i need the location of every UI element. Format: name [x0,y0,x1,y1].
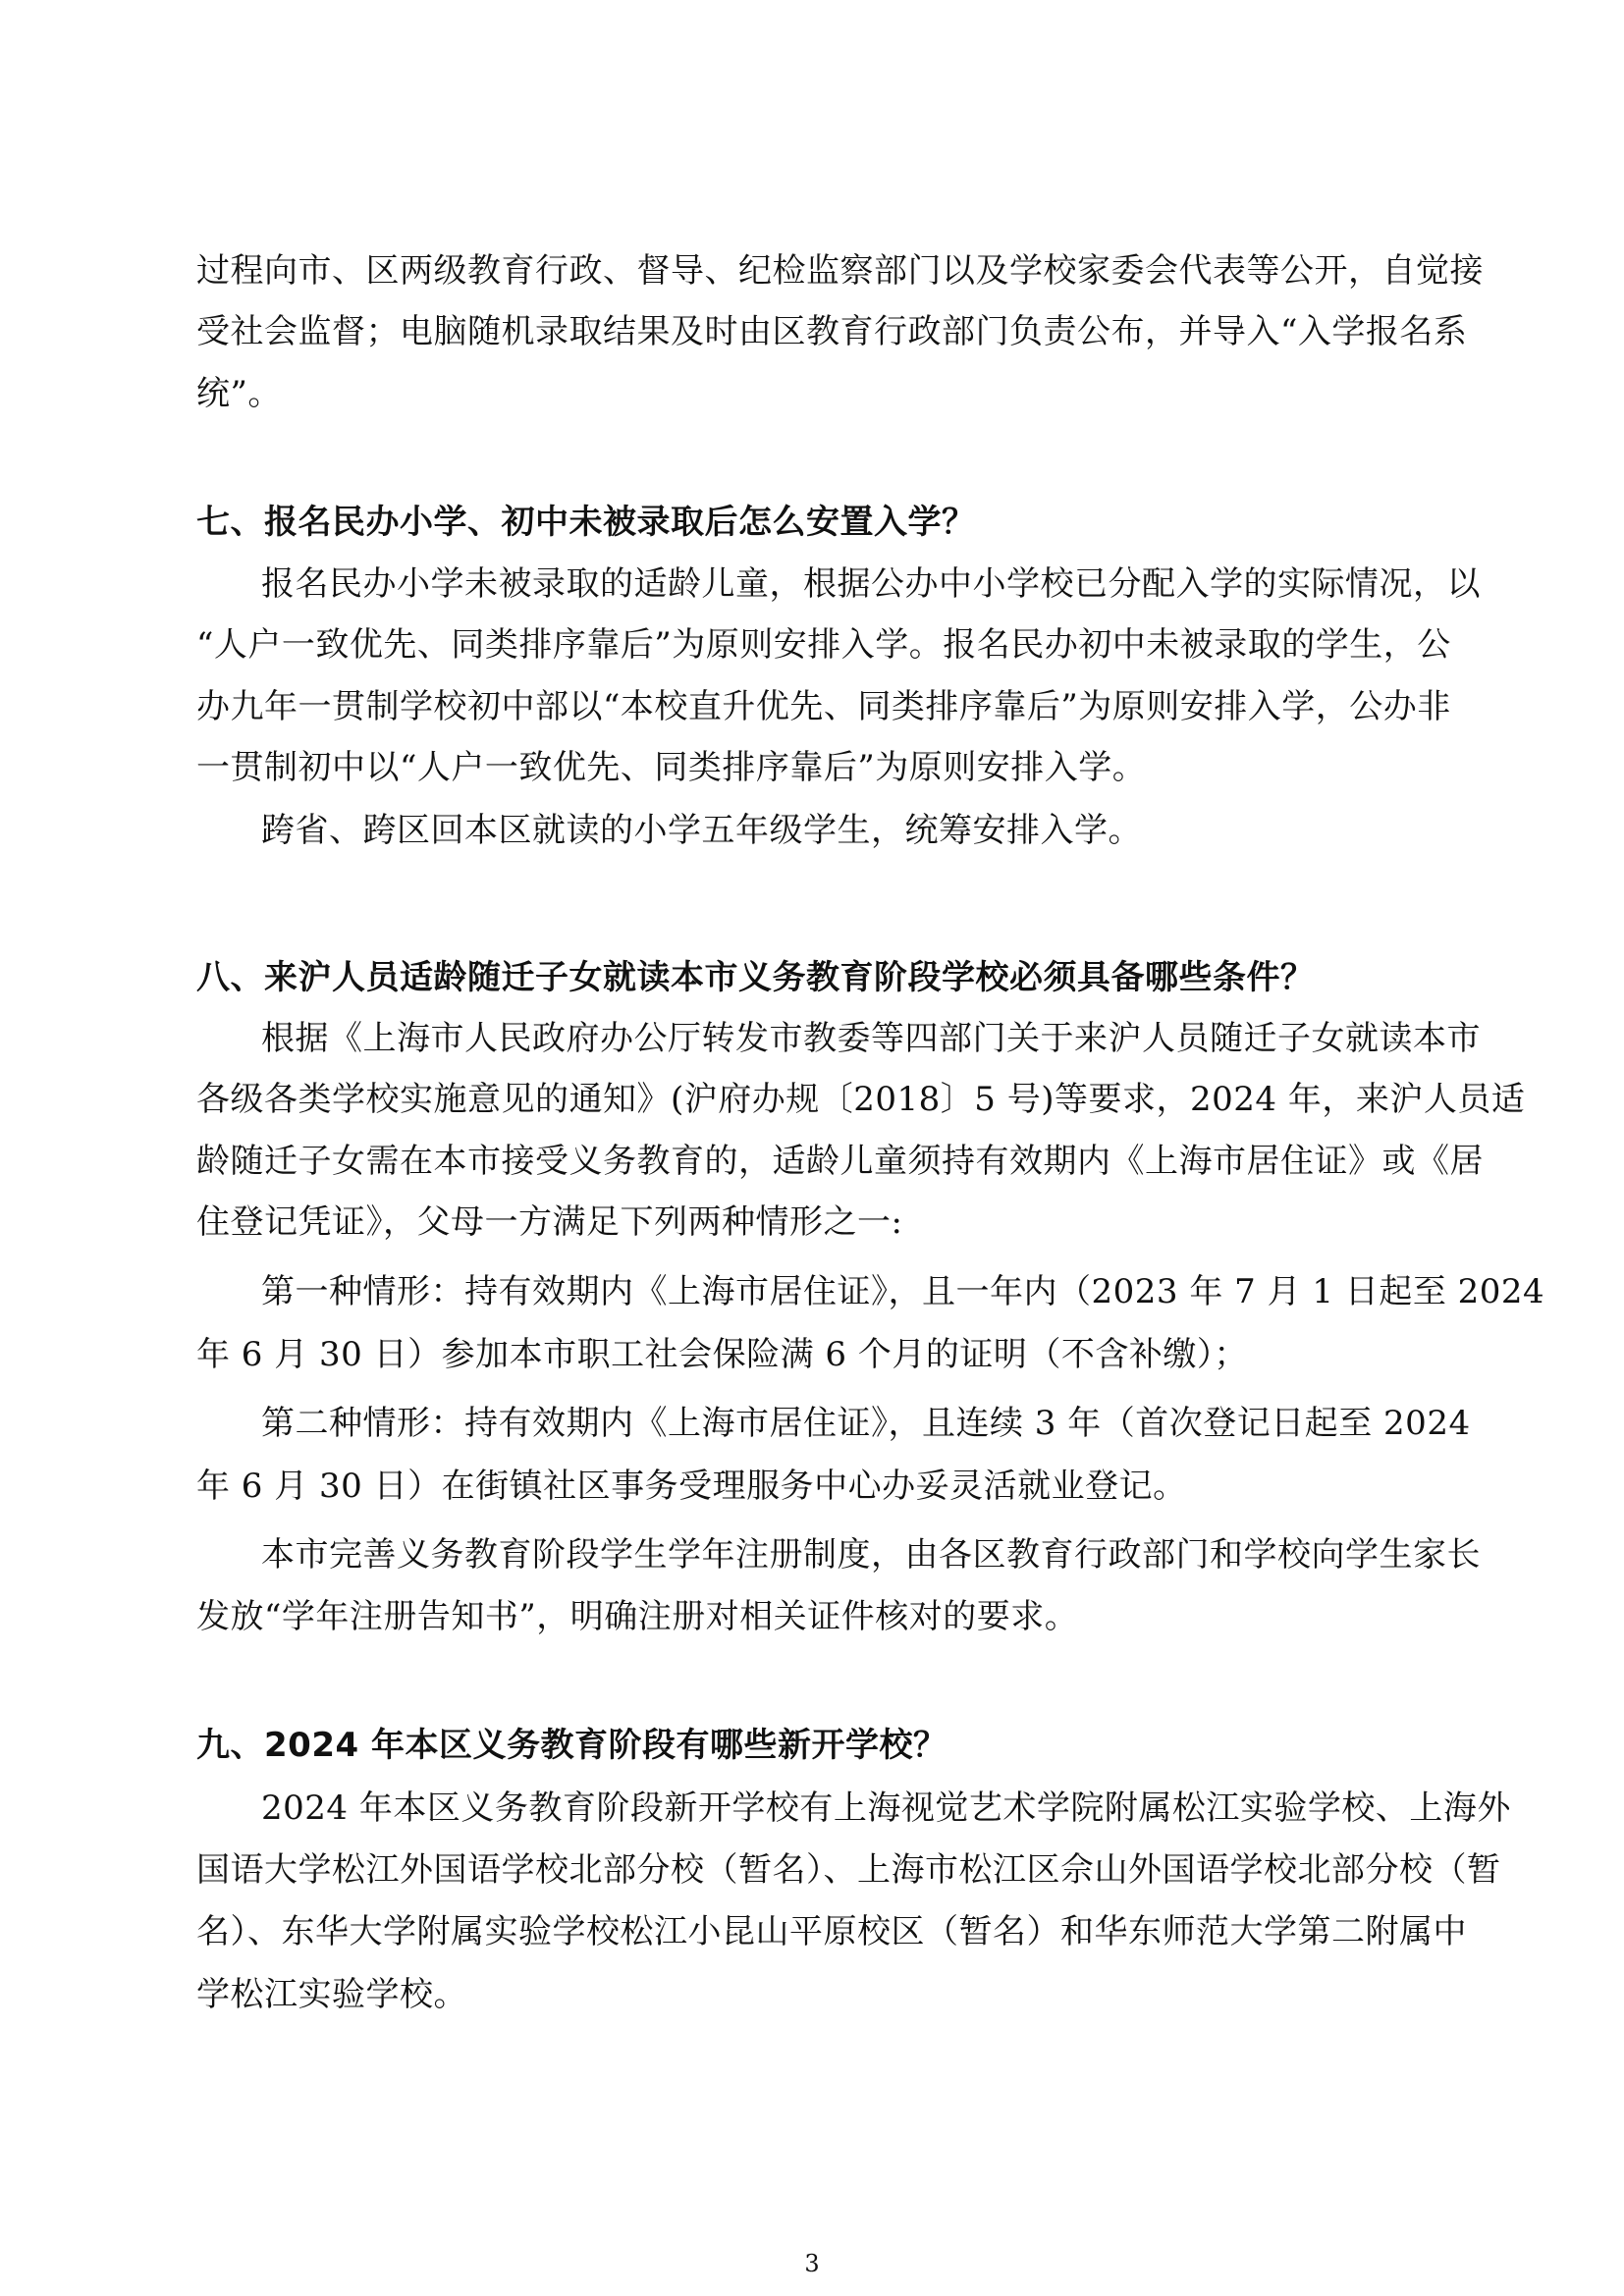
section-7-paragraph-line: 报名民办小学未被录取的适龄儿童，根据公办中小学校已分配入学的实际情况，以 [261,564,1481,604]
section-8-paragraph-line: 根据《上海市人民政府办公厅转发市教委等四部门关于来沪人员随迁子女就读本市 [261,1019,1481,1058]
section-8-paragraph-line: 龄随迁子女需在本市接受义务教育的，适龄儿童须持有效期内《上海市居住证》或《居 [196,1142,1484,1181]
section-9-heading: 九、2024 年本区义务教育阶段有哪些新开学校？ [196,1726,947,1765]
intro-line-1: 过程向市、区两级教育行政、督导、纪检监察部门以及学校家委会代表等公开，自觉接 [196,251,1484,291]
intro-line-3: 统”。 [196,374,282,413]
section-7-heading: 七、报名民办小学、初中未被录取后怎么安置入学？ [196,503,976,542]
section-7-paragraph-line: “人户一致优先、同类排序靠后”为原则安排入学。报名民办初中未被录取的学生，公 [196,625,1451,665]
section-8-paragraph-line: 年 6 月 30 日）参加本市职工社会保险满 6 个月的证明（不含补缴）； [196,1335,1248,1374]
intro-line-2: 受社会监督；电脑随机录取结果及时由区教育行政部门负责公布，并导入“入学报名系 [196,312,1468,351]
section-9-paragraph-line: 名）、东华大学附属实验学校松江小昆山平原校区（暂名）和华东师范大学第二附属中 [196,1912,1467,1951]
page-number: 3 [804,2250,820,2277]
section-8-paragraph-line: 本市完善义务教育阶段学生学年注册制度，由各区教育行政部门和学校向学生家长 [261,1535,1481,1575]
section-7-paragraph-line: 办九年一贯制学校初中部以“本校直升优先、同类排序靠后”为原则安排入学，公办非 [196,687,1451,726]
section-7-paragraph-line: 一贯制初中以“人户一致优先、同类排序靠后”为原则安排入学。 [196,748,1147,787]
section-8-paragraph-line: 各级各类学校实施意见的通知》(沪府办规〔2018〕5 号)等要求，2024 年，来沪人员适 [196,1080,1526,1119]
section-9-paragraph-line: 学松江实验学校。 [196,1975,467,2014]
section-9-paragraph-line: 国语大学松江外国语学校北部分校（暂名）、上海市松江区佘山外国语学校北部分校（暂 [196,1850,1501,1890]
section-9-paragraph-line: 2024 年本区义务教育阶段新开学校有上海视觉艺术学院附属松江实验学校、上海外 [261,1789,1511,1828]
section-8-paragraph-line: 年 6 月 30 日）在街镇社区事务受理服务中心办妥灵活就业登记。 [196,1467,1187,1506]
section-8-paragraph-line: 第一种情形：持有效期内《上海市居住证》，且一年内（2023 年 7 月 1 日起至 2024 [261,1272,1545,1311]
section-7-paragraph-line: 跨省、跨区回本区就读的小学五年级学生，统筹安排入学。 [261,811,1142,850]
section-8-paragraph-line: 住登记凭证》，父母一方满足下列两种情形之一: [196,1202,903,1242]
section-8-paragraph-line: 发放“学年注册告知书”，明确注册对相关证件核对的要求。 [196,1597,1079,1636]
section-8-paragraph-line: 第二种情形：持有效期内《上海市居住证》，且连续 3 年（首次登记日起至 2024 [261,1404,1471,1443]
section-8-heading: 八、来沪人员适龄随迁子女就读本市义务教育阶段学校必须具备哪些条件？ [196,958,1315,997]
